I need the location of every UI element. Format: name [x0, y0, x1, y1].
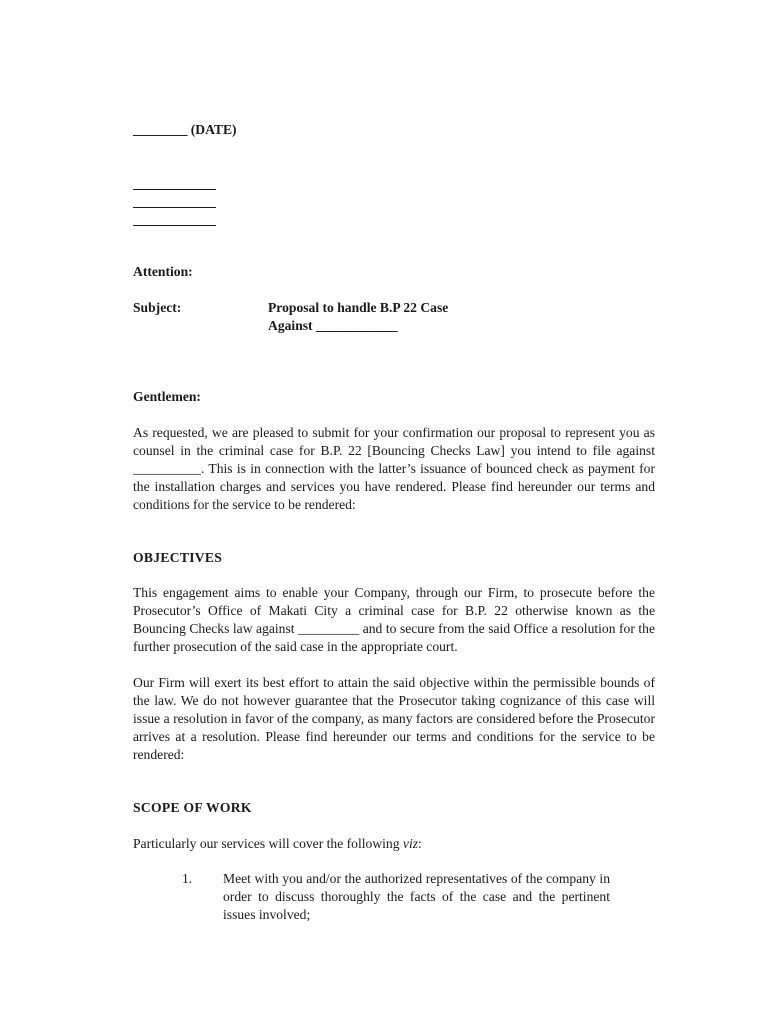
scope-item-number: 1. — [182, 871, 193, 886]
address-blank-2 — [133, 207, 216, 208]
scope-intro-text: Particularly our services will cover the following — [133, 836, 403, 851]
scope-intro — [133, 835, 422, 853]
subject-line-2: Against ____________ — [268, 318, 398, 333]
subject-label: Subject: — [133, 300, 182, 315]
scope-heading: SCOPE OF WORK — [133, 800, 252, 815]
address-blank-1 — [133, 189, 216, 190]
subject-line-1: Proposal to handle B.P 22 Case — [268, 300, 449, 315]
attention-label: Attention: — [133, 264, 193, 279]
intro-paragraph: As requested, we are pleased to submit for your confirmation our proposal to represent you as counsel in the criminal case for B.P. 22 [Bouncing Checks Law] you intend to file against __________. This is in connection with the latter’s issuance of bounced check as payment for the installation charges and services you have rendered. Please find hereunder our terms and conditions for the service to be rendered: — [133, 425, 655, 512]
salutation: Gentlemen: — [133, 389, 201, 404]
scope-intro-end: : — [418, 836, 422, 851]
scope-intro-viz: viz — [402, 836, 419, 851]
address-blank-3 — [133, 225, 216, 226]
date-line: ________ (DATE) — [133, 122, 237, 137]
objectives-heading: OBJECTIVES — [133, 550, 223, 565]
objectives-paragraph-2: Our Firm will exert its best effort to attain the said objective within the permissible bounds of the law. We do not however guarantee that the Prosecutor taking cognizance of this case will issue a resolution in favor of the company, as many factors are considered before the Prosecutor arrives at a resolution. Please find hereunder our terms and conditions for the service to be rendered: — [133, 675, 655, 762]
scope-item-text: Meet with you and/or the authorized representatives of the company in order to discuss thoroughly the facts of the case and the pertinent issues involved; — [223, 871, 610, 922]
objectives-paragraph-1: This engagement aims to enable your Company, through our Firm, to prosecute before the Prosecutor’s Office of Makati City a criminal case for B.P. 22 otherwise known as the Bouncing Checks law against _________ and to secure from the said Office a resolution for the further prosecution of the said case in the appropriate court. — [133, 585, 655, 654]
